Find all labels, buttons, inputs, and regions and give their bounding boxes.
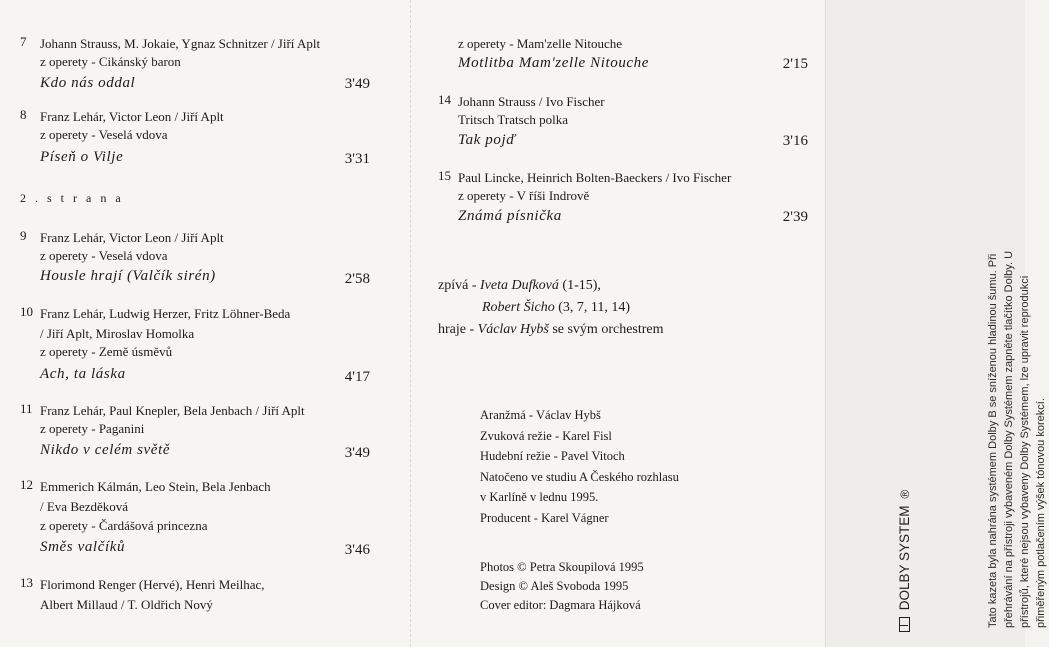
track-title: Nikdo v celém světě	[40, 442, 171, 458]
track-item	[20, 107, 370, 177]
track-item	[20, 304, 370, 389]
side-label: 2 . s t r a n a	[20, 191, 124, 205]
track-continuation	[438, 36, 808, 81]
track-title: Známá písnička	[458, 208, 562, 224]
dolby-double-d-icon	[899, 617, 910, 632]
singer-tracks: (1-15),	[562, 278, 601, 293]
track-authors	[40, 228, 224, 248]
track-number: 8	[20, 107, 27, 122]
author-line: Albert Millaud / T. Oldřich Nový	[40, 597, 213, 612]
credit-line: Producent - Karel Vágner	[480, 510, 609, 525]
track-number: 7	[20, 34, 27, 49]
orchestra-leader: Václav Hybš	[477, 322, 549, 337]
track-duration: 3'49	[344, 76, 370, 92]
track-authors	[40, 34, 320, 54]
author-line: Franz Lehár, Paul Knepler, Bela Jenbach / Jiří Aplt	[40, 403, 305, 418]
track-number: 11	[20, 401, 33, 416]
track-authors	[40, 304, 290, 344]
track-number: 9	[20, 228, 27, 243]
singer-name: Robert Šicho	[482, 300, 555, 315]
singer-name: Iveta Dufková	[479, 278, 559, 293]
track-item	[20, 575, 370, 620]
track-authors	[40, 107, 224, 127]
track-source: Tritsch Tratsch polka	[458, 112, 569, 127]
track-source: z operety - V říši Indrově	[458, 188, 590, 203]
track-source: z operety - Veselá vdova	[40, 248, 168, 263]
track-title: Motlitba Mam'zelle Nitouche	[458, 55, 650, 71]
author-line: Johann Strauss, M. Jokaie, Ygnaz Schnitzer / Jiří Aplt	[40, 36, 321, 51]
fold-line	[410, 0, 411, 647]
credit-line: Cover editor: Dagmara Hájková	[480, 598, 641, 612]
design-credits	[480, 558, 644, 615]
author-line: / Eva Bezděková	[40, 499, 129, 514]
track-source: z operety - Veselá vdova	[40, 127, 168, 142]
track-number: 14	[438, 92, 451, 107]
author-line: Florimond Renger (Hervé), Henri Meilhac,	[40, 577, 265, 592]
track-title: Směs valčíků	[40, 539, 126, 555]
track-authors	[40, 575, 265, 615]
track-title: Housle hrají (Valčík sirén)	[40, 268, 216, 284]
track-item	[20, 401, 370, 471]
track-duration: 3'49	[344, 445, 370, 461]
credit-line: v Karlíně v lednu 1995.	[480, 490, 599, 504]
track-source: z operety - Mam'zelle Nitouche	[458, 36, 623, 51]
singers-line	[438, 276, 808, 296]
track-item	[438, 92, 808, 157]
track-number: 13	[20, 575, 33, 590]
credit-line: Zvuková režie - Karel Fisl	[480, 428, 612, 443]
track-source: z operety - Země úsměvů	[40, 344, 173, 359]
track-title: Ach, ta láska	[40, 366, 126, 382]
orchestra-line	[438, 320, 808, 340]
author-line: Johann Strauss / Ivo Fischer	[458, 94, 605, 109]
dolby-system-label: DOLBY SYSTEM	[897, 505, 912, 611]
left-column	[20, 0, 370, 647]
dolby-note: Tato kazeta byla nahrána systémem Dolby B se sníženou hladinou šumu. Při přehrávání na přístroji vybaveném Dolby Systémem zapněte tlačítko Dolby. U přístrojů, které nejsou vybaveny Dolby Systémem, lze upravit reprodukci přiměřeným potlačením výšek tónovou korekcí.	[987, 250, 1047, 628]
author-line: Emmerich Kálmán, Leo Stein, Bela Jenbach	[40, 479, 271, 494]
track-duration: 2'58	[344, 271, 370, 287]
credit-line: Natočeno ve studiu A Českého rozhlasu	[480, 469, 679, 484]
registered-mark: ®	[898, 489, 912, 499]
performer-credits	[438, 276, 808, 340]
track-source: z operety - Čardášová princezna	[40, 518, 208, 533]
track-item	[20, 477, 370, 562]
track-item	[20, 228, 370, 298]
track-duration: 3'31	[344, 151, 370, 167]
author-line: Paul Lincke, Heinrich Bolten-Baeckers / Ivo Fischer	[458, 170, 732, 185]
track-source: z operety - Cikánský baron	[40, 54, 181, 69]
credit-line: Photos © Petra Skoupilová 1995	[480, 560, 644, 574]
credit-line: Hudební režie - Pavel Vitoch	[480, 449, 625, 463]
production-credits	[480, 405, 679, 528]
credit-line: Design © Aleš Svoboda 1995	[480, 579, 629, 593]
plays-label: hraje -	[438, 322, 475, 337]
track-title: Píseň o Vilje	[40, 149, 124, 165]
author-line: / Jiří Aplt, Miroslav Homolka	[40, 326, 195, 341]
credit-line: Aranžmá - Václav Hybš	[480, 408, 601, 422]
track-authors	[40, 477, 271, 517]
track-source: z operety - Paganini	[40, 421, 145, 436]
track-duration: 2'39	[782, 209, 808, 225]
orchestra-suffix: se svým orchestrem	[552, 322, 664, 337]
track-title: Kdo nás oddal	[40, 75, 136, 91]
track-authors	[458, 92, 605, 112]
track-item	[20, 34, 370, 104]
track-number: 15	[438, 168, 451, 183]
track-title: Tak pojď	[458, 132, 516, 148]
track-item	[438, 168, 808, 233]
sings-label: zpívá -	[438, 278, 477, 293]
track-authors	[458, 168, 731, 188]
track-duration: 3'46	[344, 542, 370, 558]
singers-line	[438, 298, 808, 318]
author-line: Franz Lehár, Ludwig Herzer, Fritz Löhner-Beda	[40, 306, 291, 321]
track-number: 12	[20, 477, 33, 492]
track-authors	[40, 401, 305, 421]
track-duration: 2'15	[782, 56, 808, 72]
track-duration: 3'16	[782, 133, 808, 149]
singer-tracks: (3, 7, 11, 14)	[558, 300, 631, 315]
track-duration: 4'17	[344, 369, 370, 385]
author-line: Franz Lehár, Victor Leon / Jiří Aplt	[40, 230, 224, 245]
author-line: Franz Lehár, Victor Leon / Jiří Aplt	[40, 109, 224, 124]
dolby-logo	[897, 490, 912, 632]
track-number: 10	[20, 304, 33, 319]
